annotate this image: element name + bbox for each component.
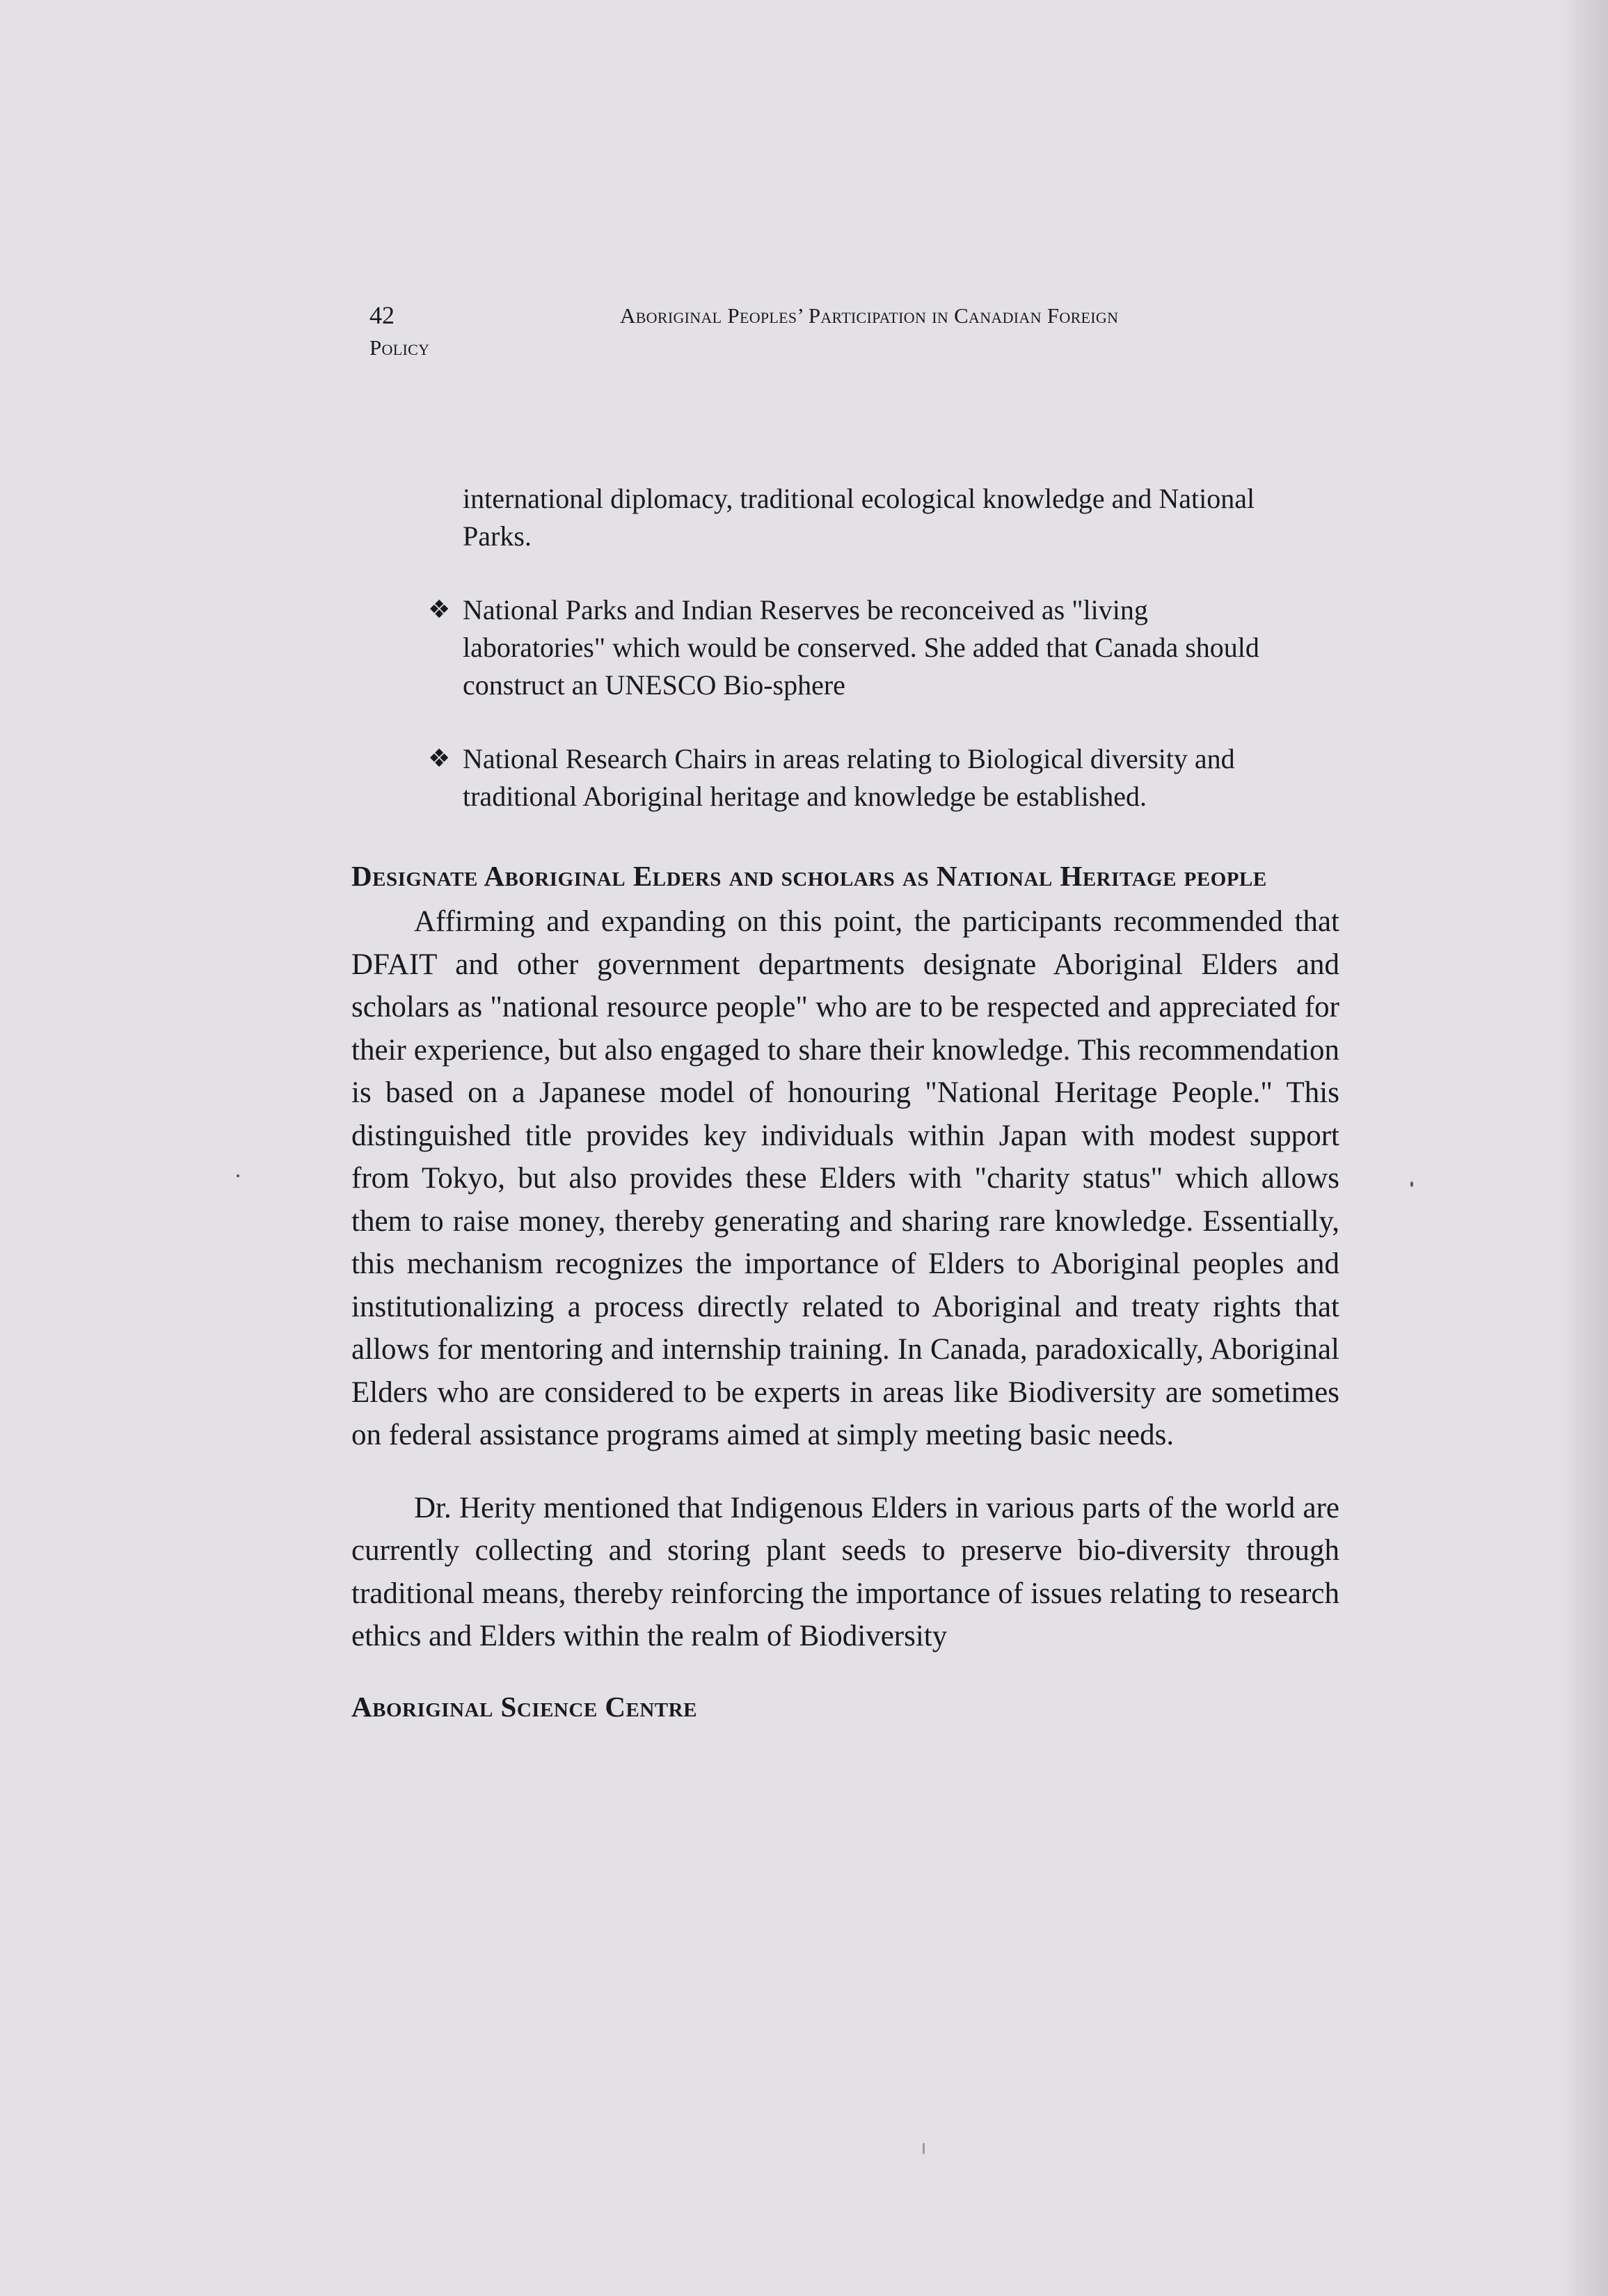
section-heading: Aboriginal Science Centre (351, 1690, 697, 1723)
running-title-continuation: Policy (369, 335, 430, 360)
body-paragraph: Dr. Herity mentioned that Indigenous Elders in various parts of the world are currently collecting and storing plant seeds to preserve bio-diversity through traditional means, thereby reinforcing the importance of issues relating to research ethics and Elders within the realm of Biodiversity (351, 1491, 1339, 1652)
bullet-text: National Parks and Indian Reserves be reconceived as "living laboratories" which would be conserved. She added that Canada should construct an UNESCO Bio-sphere (463, 594, 1259, 701)
running-title: Aboriginal Peoples’ Participation in Canadian Foreign (620, 303, 1119, 328)
page-body (351, 480, 1346, 1725)
bullet-item (428, 591, 1298, 704)
page-number: 42 (369, 301, 395, 329)
body-paragraph: Affirming and expanding on this point, the participants recommended that DFAIT and other government departments designate Aboriginal Elders and scholars as "national resource people" who are to be respected and appreciated for their experience, but also engaged to share their knowledge. This recommendation is based on a Japanese model of honouring "National Heritage People." This distinguished title provides key individuals within Japan with modest support from Tokyo, but also provides these Elders with "charity status" which allows them to raise money, thereby generating and sharing rare knowledge. Essentially, this mechanism recognizes the importance of Elders to Aboriginal peoples and institutionalizing a process directly related to Aboriginal and treaty rights that allows for mentoring and internship training. In Canada, paradoxically, Aboriginal Elders who are considered to be experts in areas like Biodiversity are sometimes on federal assistance programs aimed at simply meeting basic needs. (351, 905, 1339, 1451)
bullet-diamond-icon: ❖ (428, 744, 451, 773)
bullet-item (428, 740, 1298, 815)
ink-speck (923, 2143, 925, 2154)
ink-speck (237, 1174, 239, 1177)
bullet-diamond-icon: ❖ (428, 596, 451, 624)
page-edge-shadow (1559, 0, 1608, 2296)
section-heading: Designate Aboriginal Elders and scholars as National Heritage people (351, 860, 1267, 892)
bullet-text: National Research Chairs in areas relating to Biological diversity and traditional Aboriginal heritage and knowledge be established. (463, 743, 1235, 812)
ink-speck (1410, 1181, 1413, 1187)
continued-bullet-text: international diplomacy, traditional ecological knowledge and National Parks. (463, 483, 1255, 552)
page-header (369, 301, 1274, 370)
